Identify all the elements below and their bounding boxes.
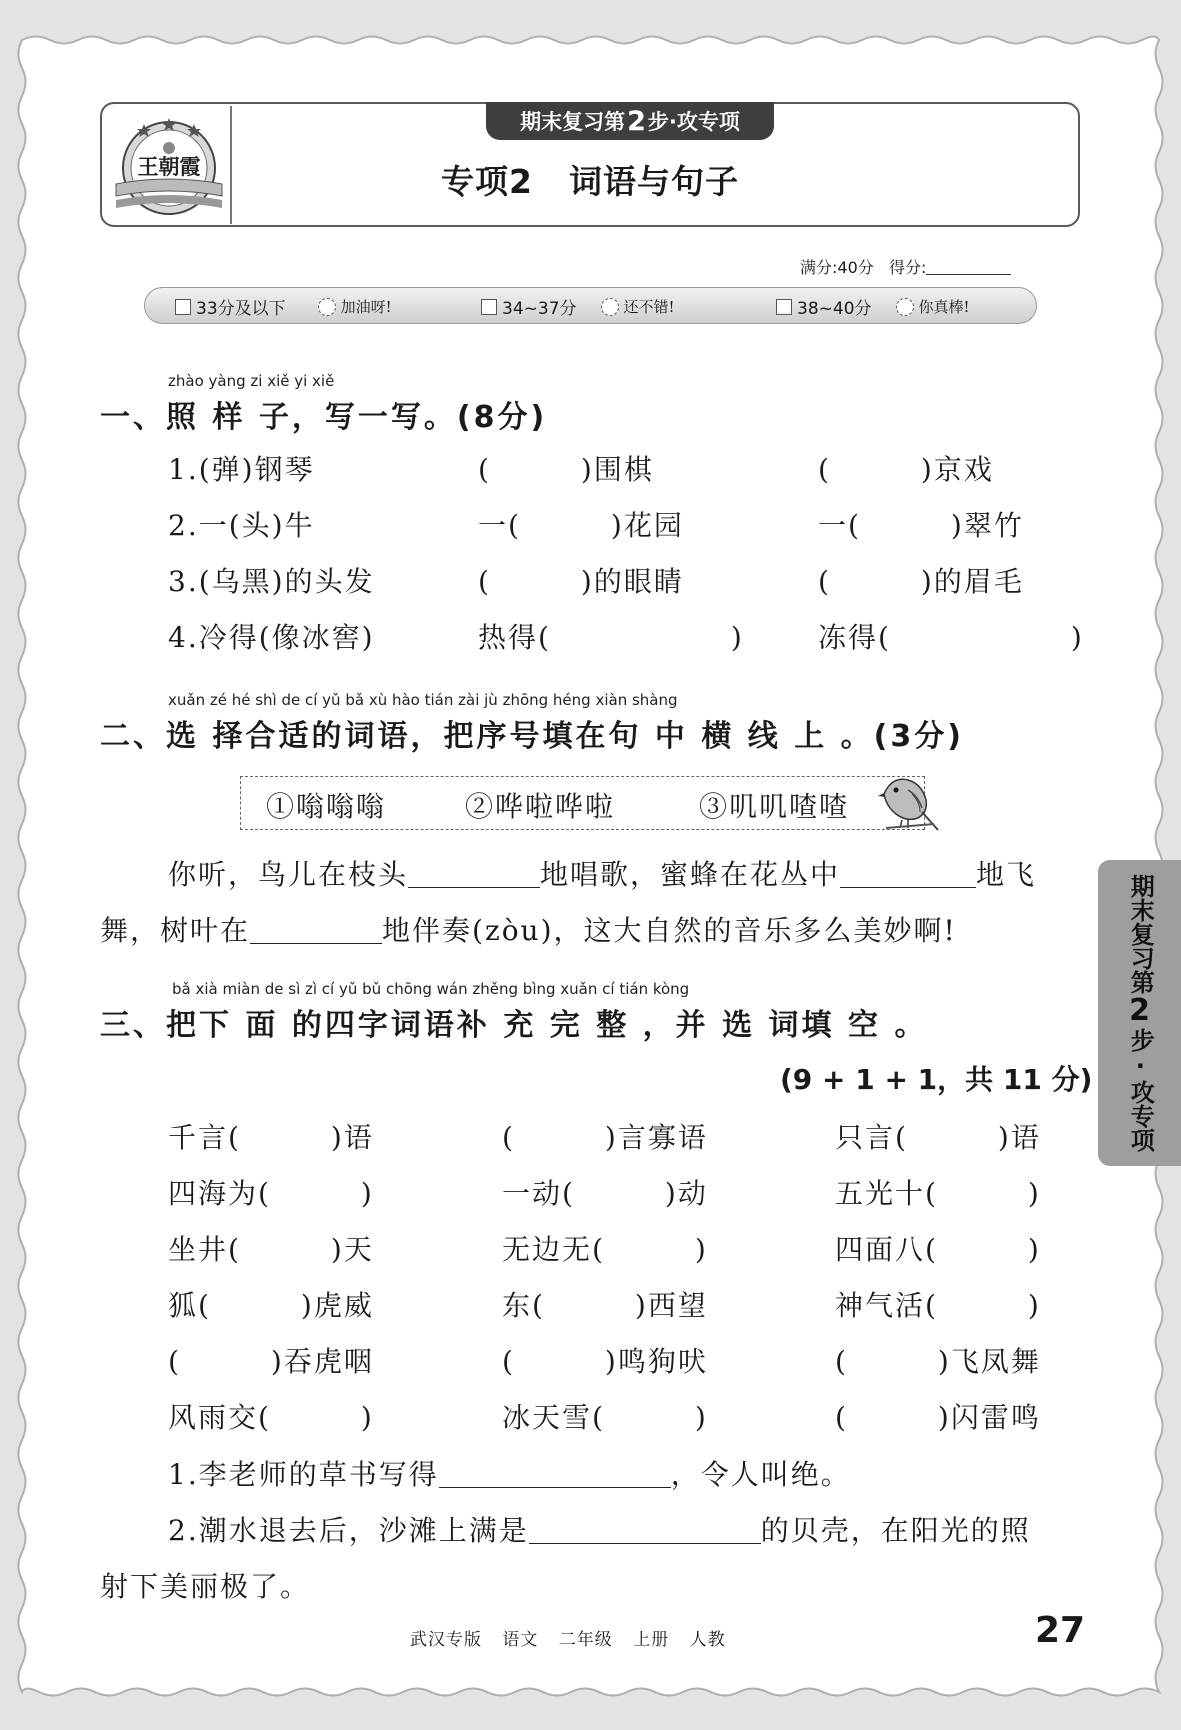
rating-bar bbox=[144, 287, 1037, 324]
q2-text: 地飞 bbox=[976, 858, 1037, 891]
q3-text: ，令人叫绝。 bbox=[670, 1458, 851, 1491]
side-tab-number: 2 bbox=[1129, 992, 1150, 1028]
q3-sentence-2-cont: 射下美丽极了。 bbox=[100, 1570, 311, 1603]
q3-score-note: (9 + 1 + 1，共 11 分) bbox=[780, 1063, 1093, 1096]
page-title bbox=[102, 156, 1078, 203]
q1-cell[interactable]: ( )的眉毛 bbox=[818, 565, 1024, 598]
q2-text: 舞，树叶在 bbox=[100, 914, 251, 947]
page-number: 27 bbox=[1035, 1610, 1086, 1651]
q1-cell: 3.(乌黑)的头发 bbox=[168, 565, 375, 598]
header-box bbox=[100, 102, 1080, 227]
q3-cell[interactable]: 无边无( ) bbox=[502, 1233, 708, 1266]
q1-cell[interactable]: ( )围棋 bbox=[478, 453, 654, 486]
q1-cell[interactable]: ( )京戏 bbox=[818, 453, 994, 486]
q3-text: 的贝壳，在阳光的照 bbox=[760, 1514, 1031, 1547]
rating-item bbox=[481, 294, 675, 319]
q2-heading: 二、选 择合适的词语，把序号填在句 中 横 线 上 。(3分) bbox=[100, 719, 964, 754]
section-label: 专项2 bbox=[441, 162, 533, 201]
q1-cell[interactable]: 一( )花园 bbox=[478, 509, 684, 542]
q3-cell[interactable]: 四海为( ) bbox=[168, 1177, 374, 1210]
rating-comment: 你真棒! bbox=[918, 298, 970, 316]
q1-cell[interactable]: 热得( ) bbox=[478, 621, 744, 654]
rating-checkbox[interactable] bbox=[481, 299, 497, 315]
rating-range: 34~37分 bbox=[502, 299, 577, 319]
side-tab bbox=[1098, 860, 1181, 1166]
rating-checkbox[interactable] bbox=[776, 299, 792, 315]
choice-item: ①嗡嗡嗡 bbox=[266, 790, 387, 823]
q3-text: 1.李老师的草书写得 bbox=[168, 1458, 439, 1491]
smiley-icon bbox=[318, 298, 336, 316]
q3-sentence-2 bbox=[168, 1509, 1031, 1549]
q2-pinyin: xuǎn zé hé shì de cí yǔ bǎ xù hào tián zài jù zhōng héng xiàn shàng bbox=[168, 691, 678, 709]
q1-cell[interactable]: 一( )翠竹 bbox=[818, 509, 1024, 542]
rating-comment: 还不错! bbox=[623, 298, 675, 316]
q3-cell[interactable]: 只言( )语 bbox=[835, 1121, 1041, 1154]
q2-text: 你听，鸟儿在枝头 bbox=[168, 858, 409, 891]
q3-pinyin: bǎ xià miàn de sì zì cí yǔ bǔ chōng wán zhěng bìng xuǎn cí tián kòng bbox=[172, 980, 690, 998]
rating-range: 38~40分 bbox=[797, 299, 872, 319]
q3-cell[interactable]: ( )飞凤舞 bbox=[835, 1345, 1041, 1378]
svg-text:王朝霞: 王朝霞 bbox=[137, 154, 201, 179]
rating-checkbox[interactable] bbox=[175, 299, 191, 315]
q3-cell[interactable]: 五光十( ) bbox=[835, 1177, 1041, 1210]
section-title-text: 词语与句子 bbox=[568, 162, 739, 201]
q3-cell[interactable]: ( )言寡语 bbox=[502, 1121, 708, 1154]
q3-cell[interactable]: ( )吞虎咽 bbox=[168, 1345, 374, 1378]
step-tab bbox=[486, 102, 774, 140]
q2-text: 地伴奏(zòu)，这大自然的音乐多么美妙啊! bbox=[382, 914, 957, 947]
q3-heading: 三、把下 面 的四字词语补 充 完 整 ，并 选 词填 空 。 bbox=[100, 1008, 928, 1043]
q1-cell: 4.冷得(像冰窖) bbox=[168, 621, 375, 654]
q3-cell[interactable]: 坐井( )天 bbox=[168, 1233, 374, 1266]
q3-cell[interactable]: ( )闪雷鸣 bbox=[835, 1401, 1041, 1434]
q3-cell[interactable]: 风雨交( ) bbox=[168, 1401, 374, 1434]
q3-cell[interactable]: 神气活( ) bbox=[835, 1289, 1041, 1322]
rating-item bbox=[175, 294, 392, 319]
step-tab-number: 2 bbox=[627, 105, 646, 137]
q1-cell[interactable]: 冻得( ) bbox=[818, 621, 1084, 654]
q3-cell[interactable]: 冰天雪( ) bbox=[502, 1401, 708, 1434]
q3-cell[interactable]: 千言( )语 bbox=[168, 1121, 374, 1154]
q3-cell[interactable]: 狐( )虎威 bbox=[168, 1289, 374, 1322]
smiley-icon bbox=[896, 298, 914, 316]
q1-cell[interactable]: ( )的眼睛 bbox=[478, 565, 684, 598]
score-blank[interactable] bbox=[926, 274, 1011, 275]
q1-heading: 一、照 样 子，写一写。(8分) bbox=[100, 400, 548, 435]
rating-item bbox=[776, 294, 970, 319]
q3-cell[interactable]: ( )鸣狗吠 bbox=[502, 1345, 708, 1378]
q2-paragraph-line1 bbox=[168, 853, 1036, 893]
q1-pinyin: zhào yàng zi xiě yi xiě bbox=[168, 372, 335, 390]
word-choices-box bbox=[240, 776, 925, 830]
full-marks: 满分:40分 bbox=[800, 258, 874, 277]
step-tab-suffix: 步·攻专项 bbox=[647, 110, 740, 134]
q3-cell[interactable]: 四面八( ) bbox=[835, 1233, 1041, 1266]
footer-edition: 武汉专版 语文 二年级 上册 人教 bbox=[410, 1630, 726, 1650]
q1-cell: 2.一(头)牛 bbox=[168, 509, 315, 542]
q2-text: 地唱歌，蜜蜂在花丛中 bbox=[540, 858, 841, 891]
answer-blank[interactable] bbox=[439, 1487, 671, 1488]
answer-blank[interactable] bbox=[840, 887, 976, 888]
q2-paragraph-line2 bbox=[100, 909, 957, 949]
rating-comment: 加油呀! bbox=[340, 298, 392, 316]
q3-text: 2.潮水退去后，沙滩上满是 bbox=[168, 1514, 529, 1547]
step-tab-prefix: 期末复习第 bbox=[520, 110, 626, 134]
answer-blank[interactable] bbox=[408, 887, 540, 888]
side-tab-bottom: 步·攻专项 bbox=[1126, 1028, 1155, 1153]
q3-sentence-1 bbox=[168, 1453, 851, 1493]
bird-icon bbox=[878, 766, 940, 832]
side-tab-top: 期末复习第 bbox=[1126, 873, 1155, 994]
q1-cell: 1.(弹)钢琴 bbox=[168, 453, 315, 486]
q3-cell[interactable]: 一动( )动 bbox=[502, 1177, 708, 1210]
choice-item: ③叽叽喳喳 bbox=[699, 790, 850, 823]
score-got-label: 得分: bbox=[889, 258, 927, 277]
q3-cell[interactable]: 东( )西望 bbox=[502, 1289, 708, 1322]
score-line bbox=[800, 255, 1011, 278]
answer-blank[interactable] bbox=[529, 1543, 761, 1544]
rating-range: 33分及以下 bbox=[196, 299, 286, 319]
choice-item: ②哗啦哗啦 bbox=[465, 790, 616, 823]
answer-blank[interactable] bbox=[250, 943, 382, 944]
smiley-icon bbox=[601, 298, 619, 316]
